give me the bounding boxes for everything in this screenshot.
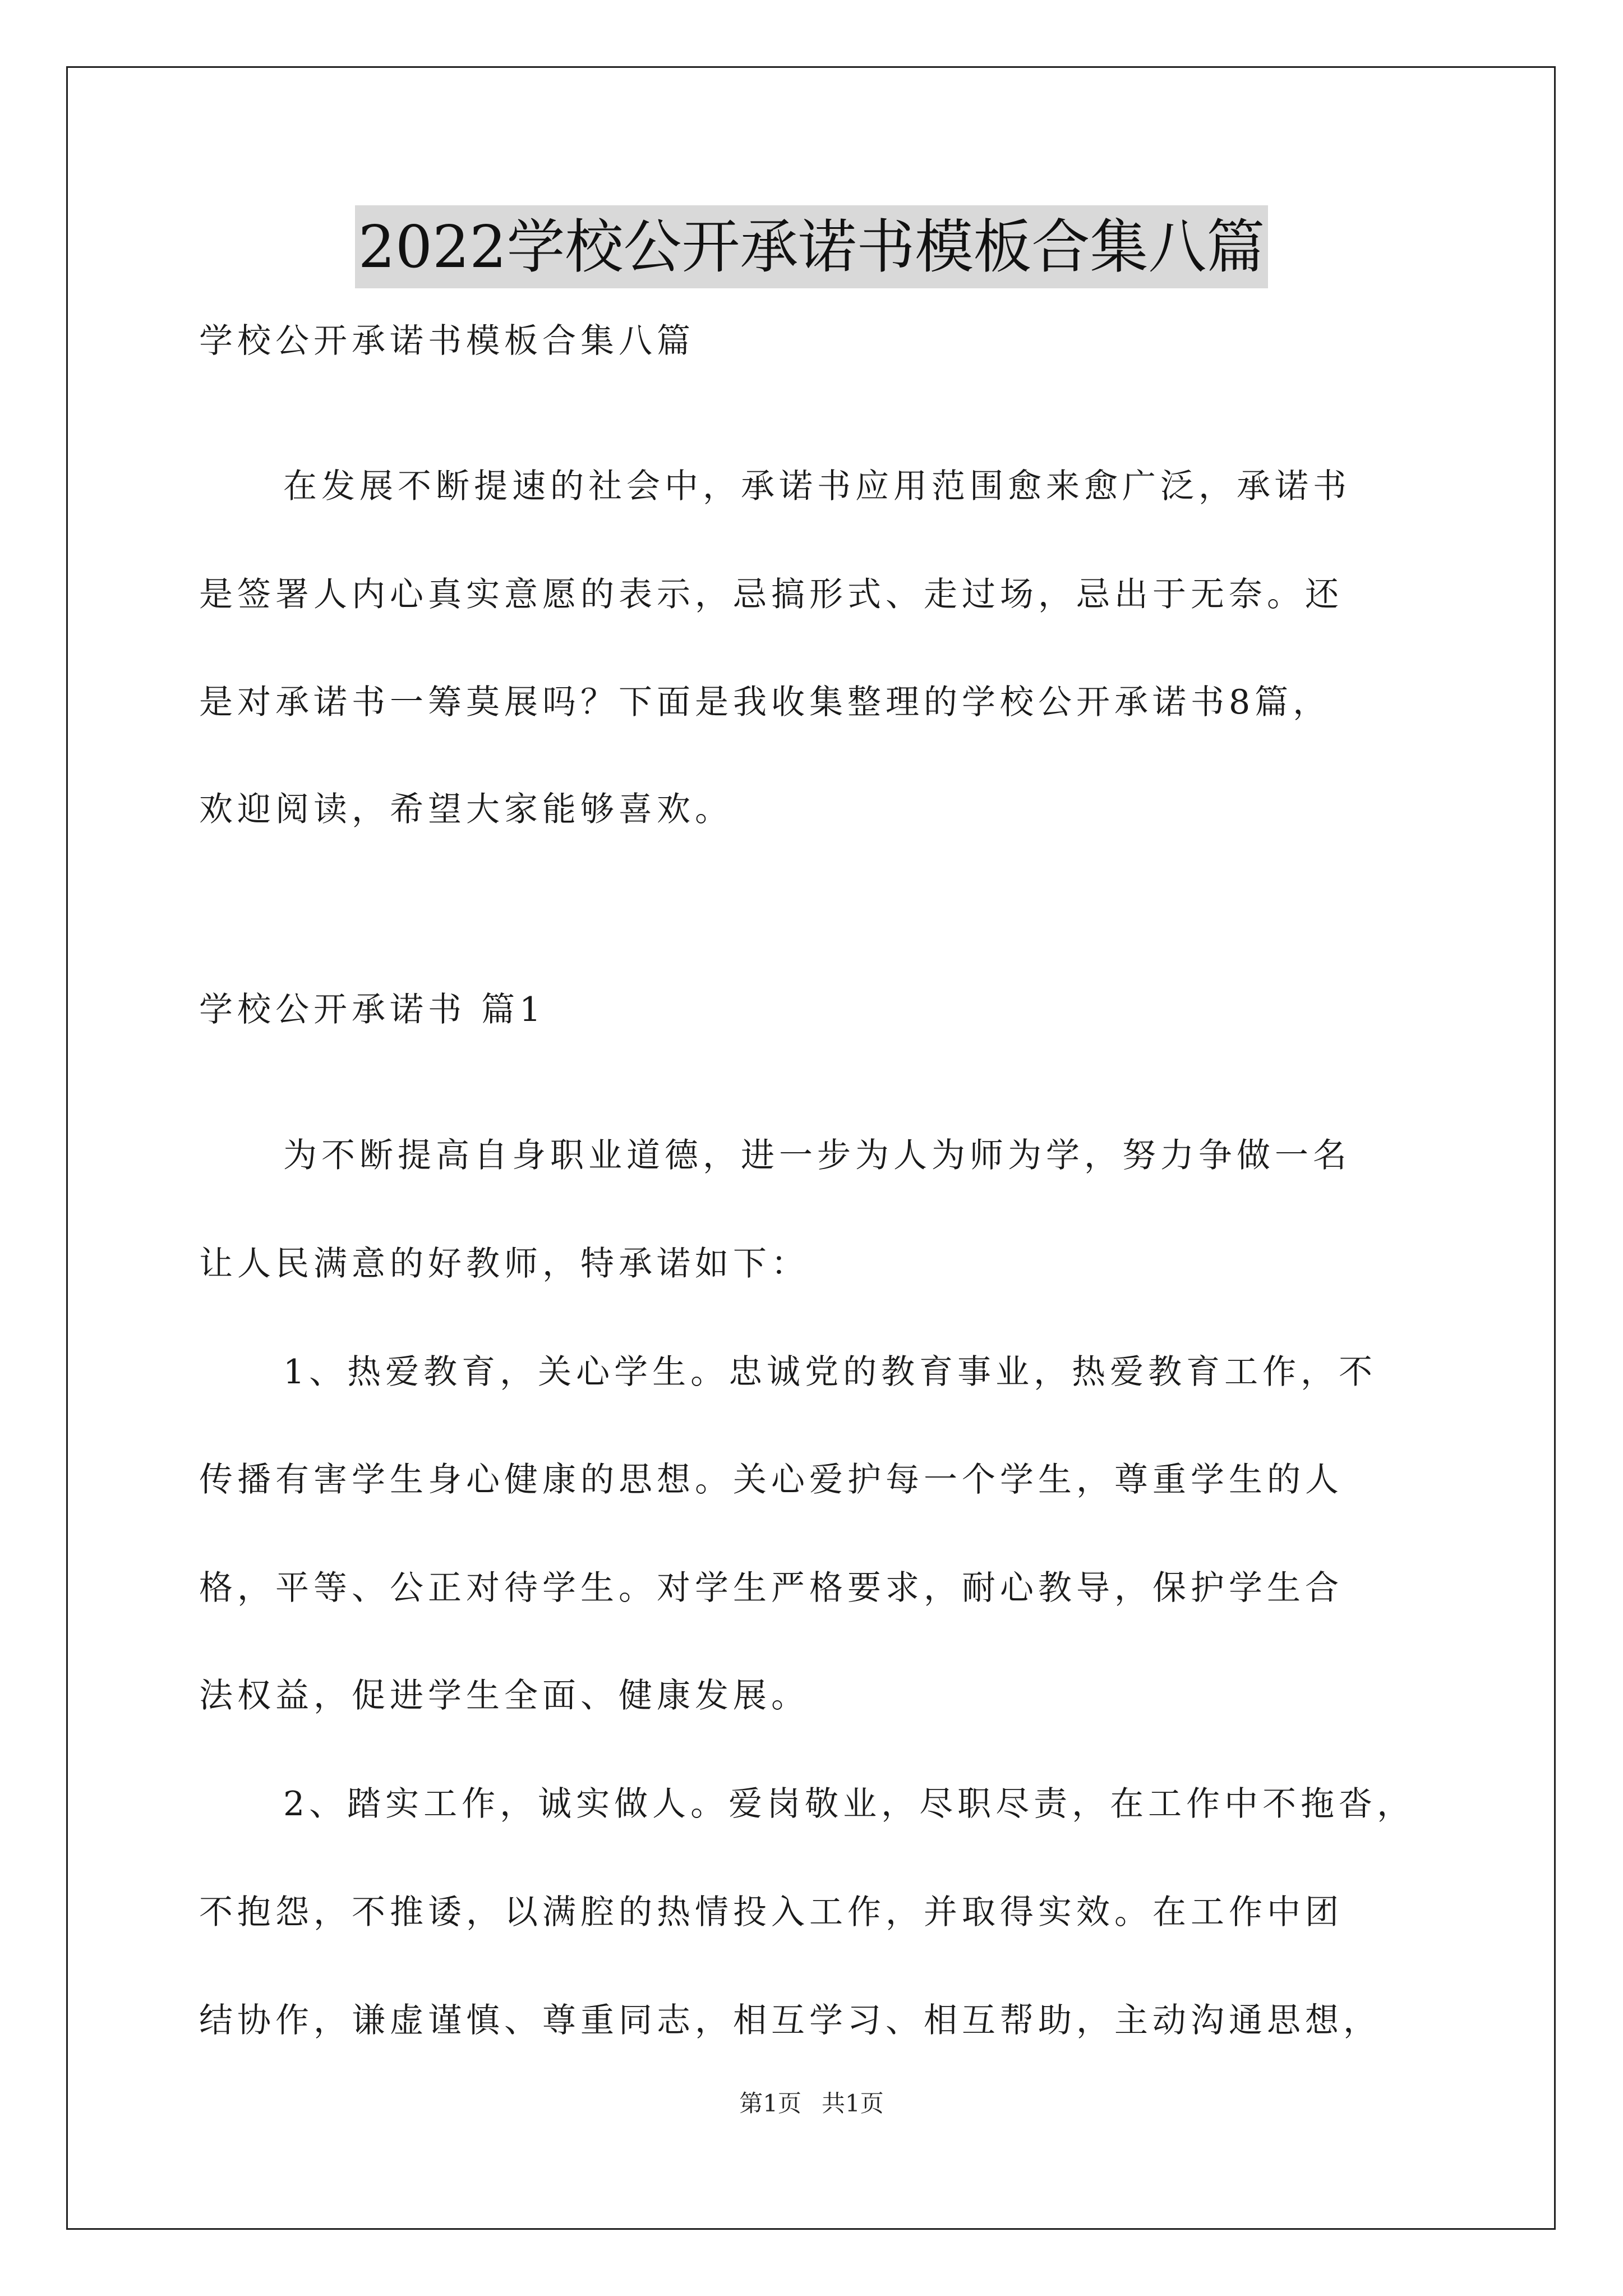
paragraph-line: 2、踏实工作，诚实做人。爱岗敬业，尽职尽责，在工作中不拖沓， (283, 1784, 1415, 1824)
title-container (0, 205, 1623, 288)
paragraph-line: 结协作，谦虚谨慎、尊重同志，相互学习、相互帮助，主动沟通思想， (199, 2001, 1381, 2040)
paragraph-line: 是签署人内心真实意愿的表示，忌搞形式、走过场，忌出于无奈。还 (199, 575, 1343, 614)
document-title: 2022学校公开承诺书模板合集八篇 (355, 205, 1269, 288)
paragraph-line: 不抱怨，不推诿，以满腔的热情投入工作，并取得实效。在工作中团 (199, 1893, 1343, 1932)
page-number-total: 共1页 (822, 2090, 884, 2117)
paragraph-line: 1、热爱教育，关心学生。忠诚党的教育事业，热爱教育工作，不 (283, 1352, 1377, 1392)
page-footer (0, 2088, 1623, 2119)
paragraph-line: 让人民满意的好教师，特承诺如下： (199, 1244, 809, 1283)
paragraph-line: 格，平等、公正对待学生。对学生严格要求，耐心教导，保护学生合 (199, 1568, 1343, 1608)
paragraph-line: 传播有害学生身心健康的思想。关心爱护每一个学生，尊重学生的人 (199, 1460, 1343, 1499)
paragraph-line: 为不断提高自身职业道德，进一步为人为师为学，努力争做一名 (283, 1136, 1351, 1175)
page-number-current: 第1页 (739, 2090, 801, 2117)
section-heading: 学校公开承诺书 篇1 (199, 990, 546, 1029)
paragraph-line: 法权益，促进学生全面、健康发展。 (199, 1676, 809, 1715)
paragraph-line: 是对承诺书一筹莫展吗？下面是我收集整理的学校公开承诺书8篇， (199, 683, 1331, 722)
subtitle-line: 学校公开承诺书模板合集八篇 (199, 321, 695, 361)
paragraph-line: 在发展不断提速的社会中，承诺书应用范围愈来愈广泛，承诺书 (283, 467, 1351, 506)
paragraph-line: 欢迎阅读，希望大家能够喜欢。 (199, 790, 733, 829)
